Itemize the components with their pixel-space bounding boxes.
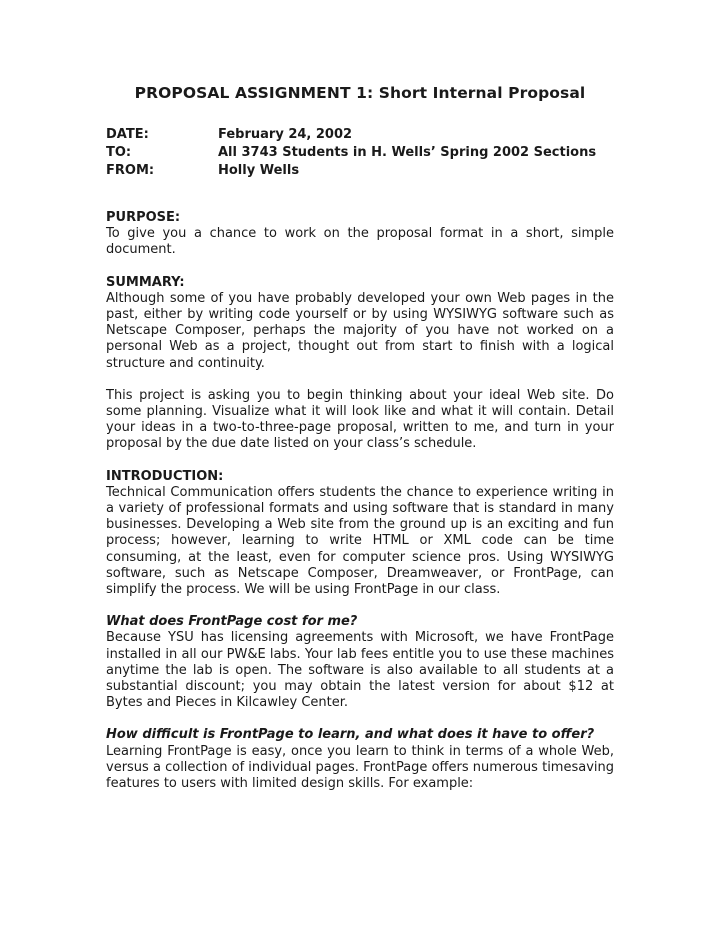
introduction-section: [106, 469, 614, 599]
difficulty-heading: How difficult is FrontPage to learn, and what does it have to offer?: [106, 727, 595, 743]
introduction-heading: INTRODUCTION:: [106, 468, 224, 484]
memo-from-value: Holly Wells: [218, 163, 300, 178]
memo-header: [106, 126, 614, 180]
difficulty-text: Learning FrontPage is easy, once you learn to think in terms of a whole Web, versus a collection of individual pages. FrontPage offers numerous timesaving features to users with limited design skills. For example:: [106, 743, 614, 792]
purpose-text: To give you a chance to work on the proposal format in a short, simple document.: [106, 226, 614, 258]
memo-to-label: TO:: [106, 145, 132, 160]
memo-from-label: FROM:: [106, 163, 155, 178]
memo-date-value: February 24, 2002: [218, 127, 353, 142]
memo-to-value: All 3743 Students in H. Wells’ Spring 2002 Sections: [218, 145, 597, 160]
summary-heading: SUMMARY:: [106, 274, 185, 290]
cost-text: Because YSU has licensing agreements with Microsoft, we have FrontPage installed in all our PW&E labs. Your lab fees entitle you to use these machines anytime the lab is open. The software is also available to all students at a substantial discount; you may obtain the latest version for about $12 at Bytes and Pieces in Kilcawley Center.: [106, 630, 614, 711]
memo-row-date: [106, 126, 614, 144]
summary-paragraph-2: This project is asking you to begin thinking about your ideal Web site. Do some planning. Visualize what it will look like and what it will contain. Detail your ideas in a two-to-three-page proposal, written to me, and turn in your proposal by the due date listed on your class’s schedule.: [106, 387, 614, 452]
purpose-section: [106, 210, 614, 259]
summary-section: [106, 275, 614, 453]
memo-date-label: DATE:: [106, 127, 149, 142]
cost-section: [106, 614, 614, 711]
purpose-heading: PURPOSE:: [106, 210, 181, 225]
memo-row-to: [106, 144, 614, 162]
difficulty-section: [106, 727, 614, 792]
introduction-text: Technical Communication offers students the chance to experience writing in a variety of professional formats and using software that is standard in many businesses. Developing a Web site from the ground up is an exciting and fun process; however, learning to write HTML or XML code can be time consuming, at the least, even for computer science pros. Using WYSIWYG software, such as Netscape Composer, Dreamweaver, or FrontPage, can simplify the process. We will be using FrontPage in our class.: [106, 484, 614, 598]
memo-row-from: [106, 162, 614, 180]
cost-heading: What does FrontPage cost for me?: [106, 614, 358, 630]
document-page: [106, 84, 614, 808]
page-title: PROPOSAL ASSIGNMENT 1: Short Internal Proposal: [134, 84, 586, 102]
summary-paragraph-1: Although some of you have probably developed your own Web pages in the past, either by writing code yourself or by using WYSIWYG software such as Netscape Composer, perhaps the majority of you have not worked on a personal Web as a project, thought out from start to finish with a logical structure and continuity.: [106, 290, 614, 371]
